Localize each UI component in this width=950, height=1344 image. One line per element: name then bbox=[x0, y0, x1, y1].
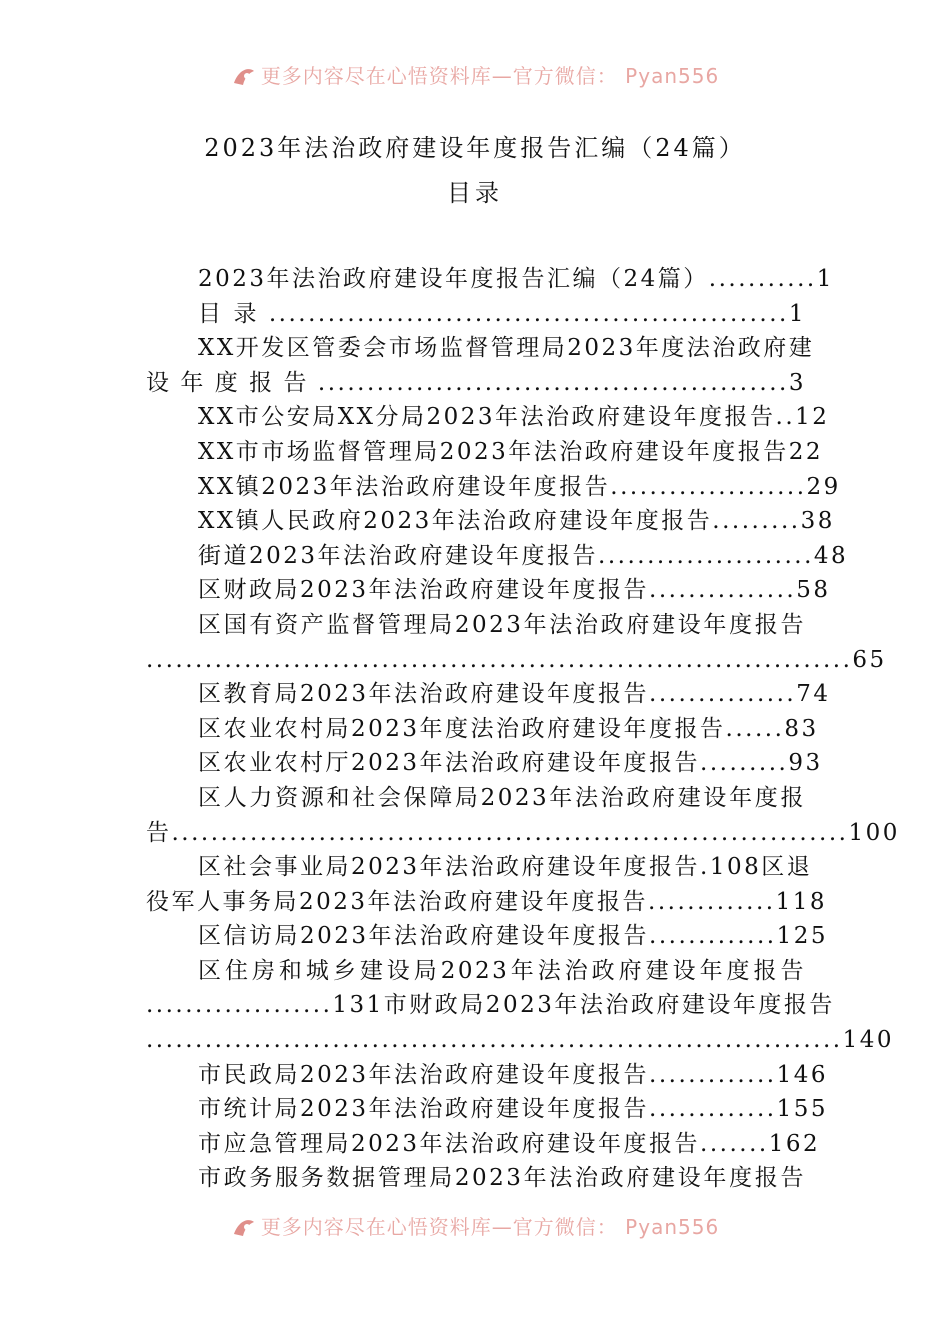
toc-line[interactable]: 市政务服务数据管理局2023年法治政府建设年度报告 bbox=[198, 1165, 806, 1192]
watermark-text: 更多内容尽在心悟资料库—官方微信： Pyan556 bbox=[260, 1215, 720, 1239]
toc-line[interactable]: 区国有资产监督管理局2023年法治政府建设年度报告 bbox=[198, 611, 806, 638]
toc-line[interactable]: 市民政局2023年法治政府建设年度报告.............146 bbox=[198, 1061, 828, 1088]
toc-line[interactable]: 役军人事务局2023年法治政府建设年度报告.............118 bbox=[146, 888, 827, 915]
toc-line[interactable]: 2023年法治政府建设年度报告汇编（24篇）...........1 bbox=[198, 266, 834, 292]
toc-line[interactable]: 区社会事业局2023年法治政府建设年度报告.108区退 bbox=[198, 854, 813, 881]
watermark-bottom bbox=[0, 1211, 950, 1240]
toc-line[interactable]: 街道2023年法治政府建设年度报告......................48 bbox=[198, 542, 849, 569]
toc-line[interactable]: XX镇2023年法治政府建设年度报告....................29 bbox=[198, 473, 841, 500]
toc-line[interactable]: 区教育局2023年法治政府建设年度报告...............74 bbox=[198, 681, 831, 708]
watermark-logo-icon bbox=[231, 65, 257, 87]
watermark-text: 更多内容尽在心悟资料库—官方微信： Pyan556 bbox=[260, 64, 720, 88]
watermark-top bbox=[0, 60, 950, 89]
watermark-logo-icon bbox=[231, 1216, 257, 1238]
toc-line[interactable]: ...................131市财政局2023年法治政府建设年度报告 bbox=[146, 992, 835, 1019]
toc-line[interactable]: XX市公安局XX分局2023年法治政府建设年度报告..12 bbox=[198, 404, 830, 431]
toc-line[interactable]: 设年度报告................................................3 bbox=[146, 369, 806, 396]
toc-line[interactable]: 区农业农村局2023年度法治政府建设年度报告......83 bbox=[198, 715, 819, 742]
toc-heading: 目录 bbox=[447, 179, 503, 207]
toc-line[interactable]: XX市市场监督管理局2023年法治政府建设年度报告22 bbox=[198, 438, 824, 465]
document-title: 2023年法治政府建设年度报告汇编（24篇） bbox=[204, 134, 746, 162]
toc-line[interactable]: XX镇人民政府2023年法治政府建设年度报告.........38 bbox=[198, 508, 835, 535]
toc-line[interactable]: .......................................................................140 bbox=[146, 1027, 894, 1054]
toc-line[interactable]: 区农业农村厅2023年法治政府建设年度报告.........93 bbox=[198, 750, 823, 777]
toc-line[interactable]: 区人力资源和社会保障局2023年法治政府建设年度报 bbox=[198, 784, 806, 811]
toc-line[interactable]: 市统计局2023年法治政府建设年度报告.............155 bbox=[198, 1096, 828, 1123]
toc-line[interactable]: 区信访局2023年法治政府建设年度报告.............125 bbox=[198, 923, 828, 950]
toc-line[interactable]: ........................................................................65 bbox=[146, 646, 887, 673]
table-of-contents bbox=[146, 262, 900, 1196]
toc-line[interactable]: 区财政局2023年法治政府建设年度报告...............58 bbox=[198, 577, 831, 604]
toc-line[interactable]: 区住房和城乡建设局2023年法治政府建设年度报告 bbox=[198, 957, 806, 984]
toc-line[interactable]: 市应急管理局2023年法治政府建设年度报告.......162 bbox=[198, 1130, 821, 1157]
toc-line[interactable]: XX开发区管委会市场监督管理局2023年度法治政府建 bbox=[198, 335, 815, 362]
toc-line[interactable]: 告.....................................................................100 bbox=[146, 819, 900, 846]
toc-line[interactable]: 目录.....................................................1 bbox=[198, 300, 806, 327]
